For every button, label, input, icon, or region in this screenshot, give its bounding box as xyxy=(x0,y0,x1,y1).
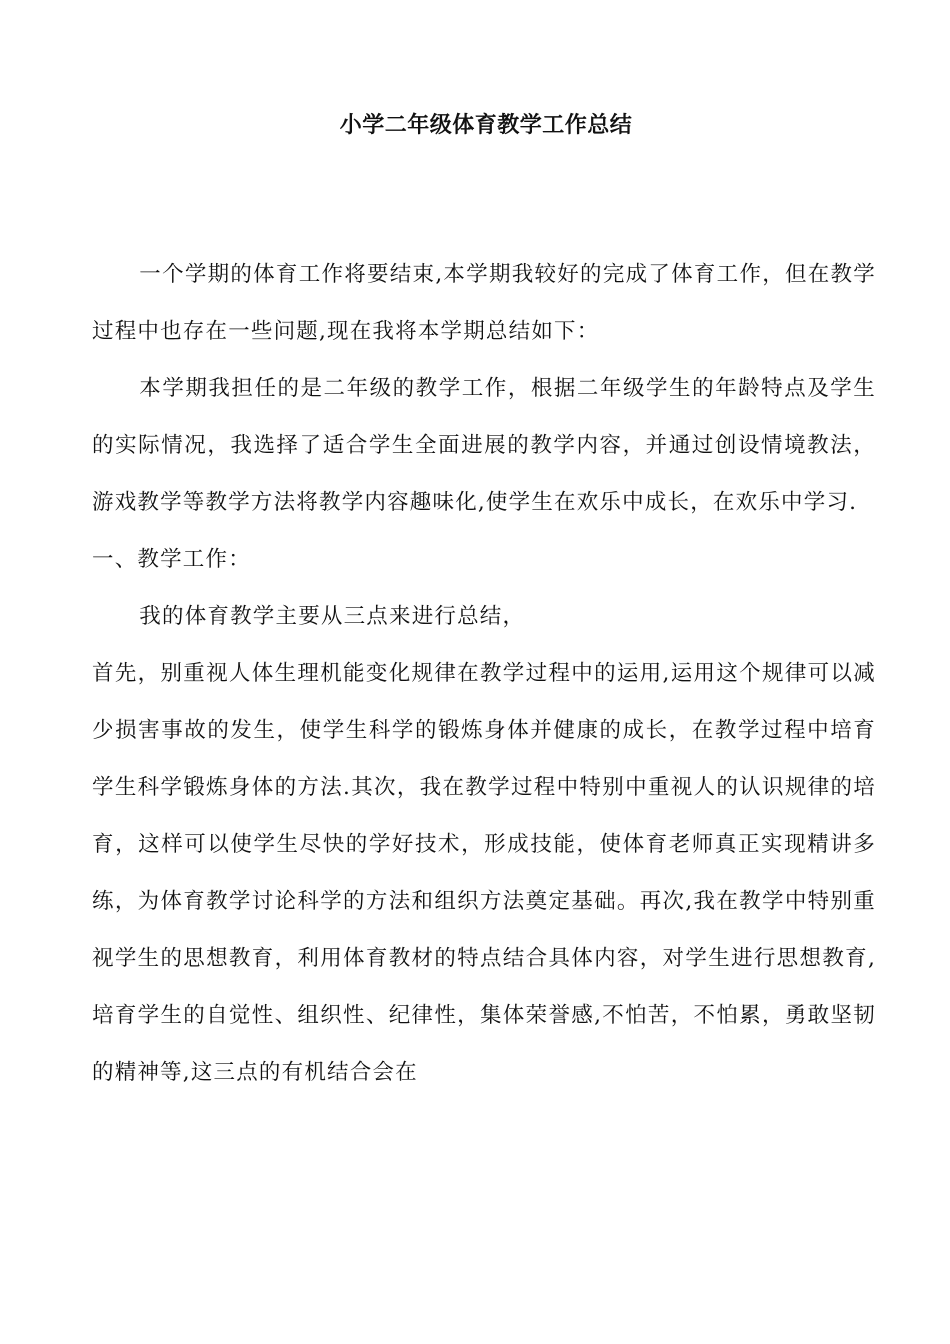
paragraph-overview: 本学期我担任的是二年级的教学工作，根据二年级学生的年龄特点及学生的实际情况，我选择了适合学生全面进展的教学内容，并通过创设情境教法，游戏教学等教学方法将教学内容趣味化,使学生在欢乐中成长，在欢乐中学习. xyxy=(92,376,876,515)
paragraph-details: 首先，别重视人体生理机能变化规律在教学过程中的运用,运用这个规律可以减少损害事故的发生，使学生科学的锻炼身体并健康的成长，在教学过程中培育学生科学锻炼身体的方法.其次，我在教学过程中特别中重视人的认识规律的培育，这样可以使学生尽快的学好技术，形成技能，使体育老师真正实现精讲多练，为体育教学讨论科学的方法和组织方法奠定基础。再次,我在教学中特别重视学生的思想教育，利用体育教材的特点结合具体内容，对学生进行思想教育,培育学生的自觉性、组织性、纪律性，集体荣誉感,不怕苦，不怕累，勇敢坚韧的精神等,这三点的有机结合会在 xyxy=(92,661,876,1085)
document-body xyxy=(92,246,876,1101)
document-title: 小学二年级体育教学工作总结 xyxy=(339,112,633,138)
paragraph-summary-lead: 我的体育教学主要从三点来进行总结， xyxy=(139,604,526,629)
section-heading-teaching-work: 一、教学工作： xyxy=(92,547,251,572)
paragraph-intro: 一个学期的体育工作将要结束,本学期我较好的完成了体育工作，但在教学过程中也存在一些问题,现在我将本学期总结如下： xyxy=(92,262,876,344)
